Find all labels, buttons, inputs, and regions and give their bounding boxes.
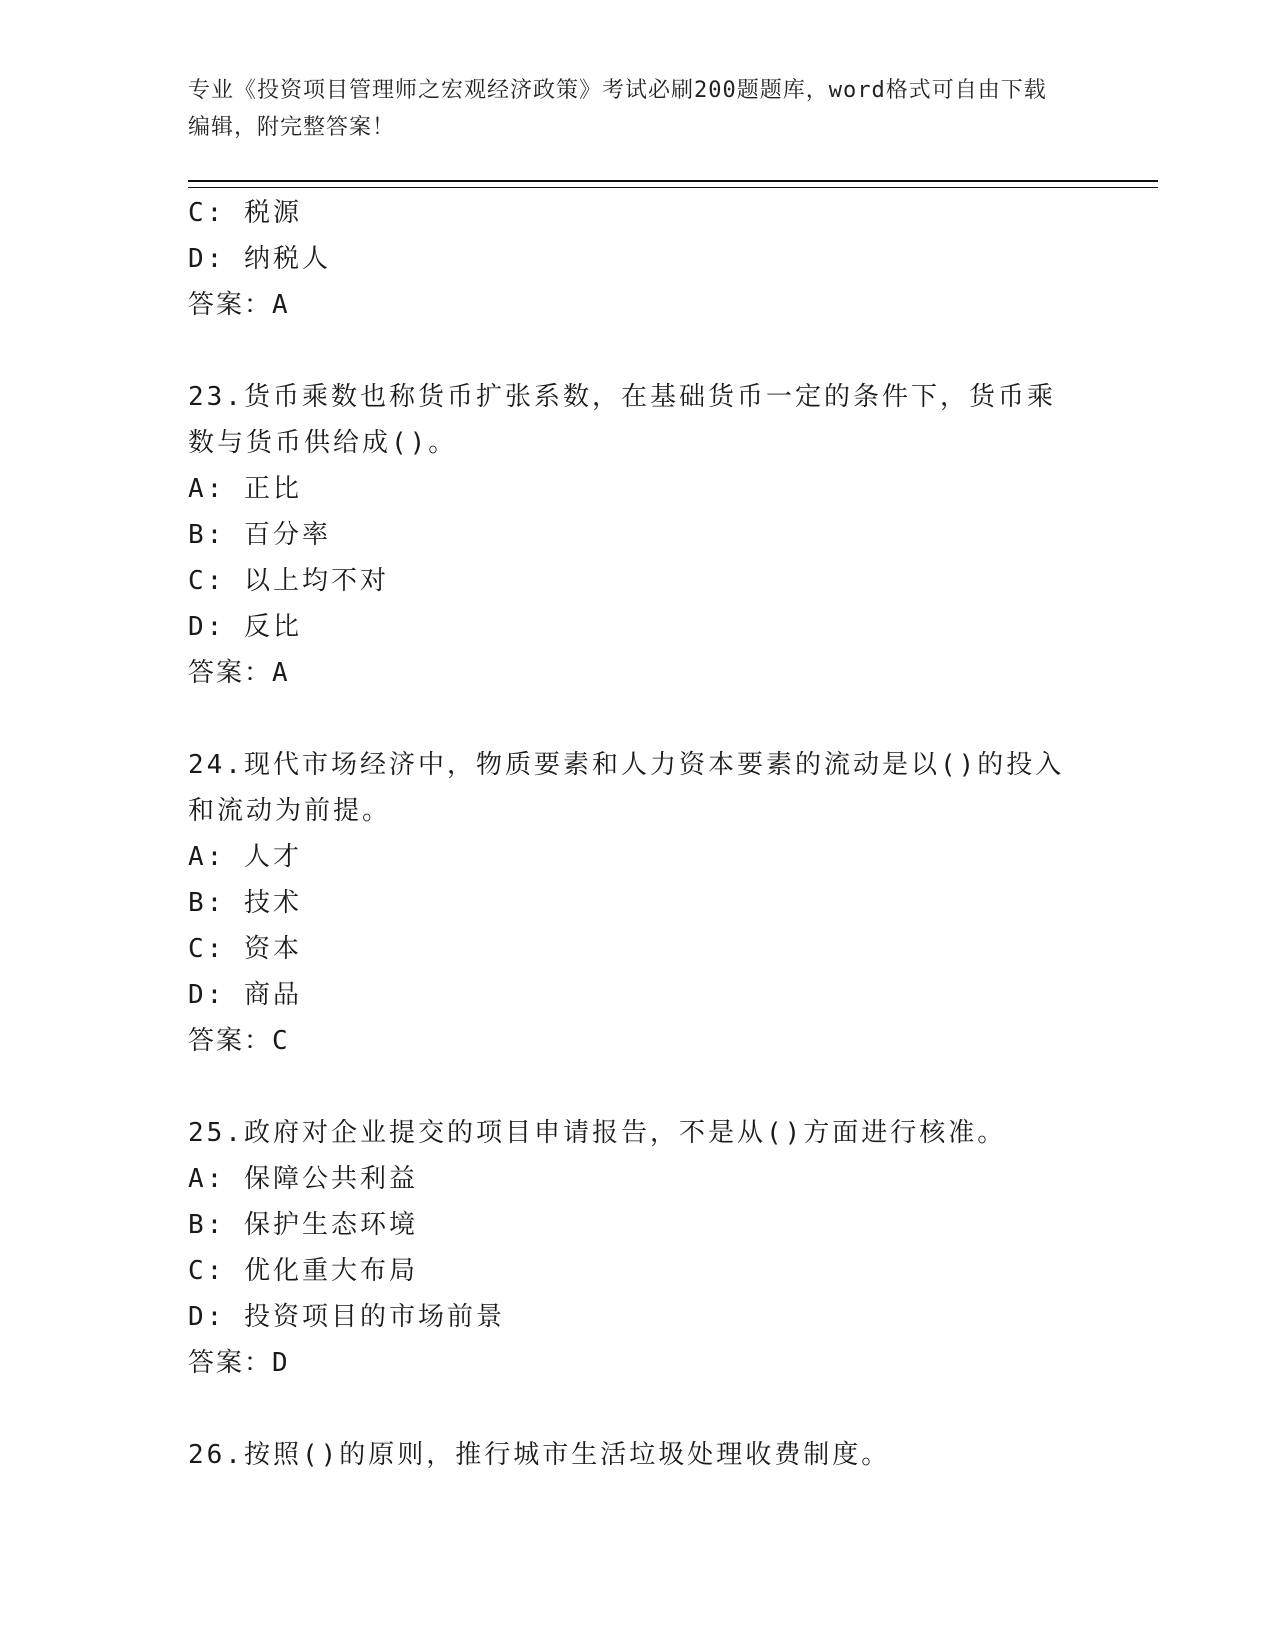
question-text: 26.按照()的原则，推行城市生活垃圾处理收费制度。 bbox=[188, 1440, 891, 1470]
option-c: C: 以上均不对 bbox=[188, 566, 389, 596]
question-list bbox=[188, 190, 1088, 1478]
question-24 bbox=[188, 742, 1088, 1064]
option-d: D: 纳税人 bbox=[188, 244, 331, 274]
question-text: 25.政府对企业提交的项目申请报告，不是从()方面进行核准。 bbox=[188, 1118, 1007, 1148]
option-a: A: 人才 bbox=[188, 842, 302, 872]
option-b: B: 百分率 bbox=[188, 520, 331, 550]
question-23 bbox=[188, 374, 1088, 696]
answer: 答案：C bbox=[188, 1026, 290, 1056]
option-c: C: 资本 bbox=[188, 934, 302, 964]
option-c: C: 税源 bbox=[188, 198, 302, 228]
question-text: 23.货币乘数也称货币扩张系数，在基础货币一定的条件下，货币乘数与货币供给成()。 bbox=[188, 382, 1056, 458]
question-26 bbox=[188, 1432, 1088, 1478]
option-b: B: 技术 bbox=[188, 888, 302, 918]
option-d: D: 商品 bbox=[188, 980, 302, 1010]
answer: 答案：A bbox=[188, 658, 290, 688]
question-25 bbox=[188, 1110, 1088, 1386]
option-d: D: 反比 bbox=[188, 612, 302, 642]
option-b: B: 保护生态环境 bbox=[188, 1210, 418, 1240]
document-header: 专业《投资项目管理师之宏观经济政策》考试必刷200题题库，word格式可自由下载编辑，附完整答案！ bbox=[188, 78, 1047, 140]
header-divider bbox=[188, 180, 1158, 188]
option-d: D: 投资项目的市场前景 bbox=[188, 1302, 505, 1332]
option-a: A: 正比 bbox=[188, 474, 302, 504]
answer: 答案：D bbox=[188, 1348, 290, 1378]
question-text: 24.现代市场经济中，物质要素和人力资本要素的流动是以()的投入和流动为前提。 bbox=[188, 750, 1065, 826]
option-a: A: 保障公共利益 bbox=[188, 1164, 418, 1194]
option-c: C: 优化重大布局 bbox=[188, 1256, 418, 1286]
previous-question-tail bbox=[188, 190, 1088, 328]
answer: 答案：A bbox=[188, 290, 290, 320]
